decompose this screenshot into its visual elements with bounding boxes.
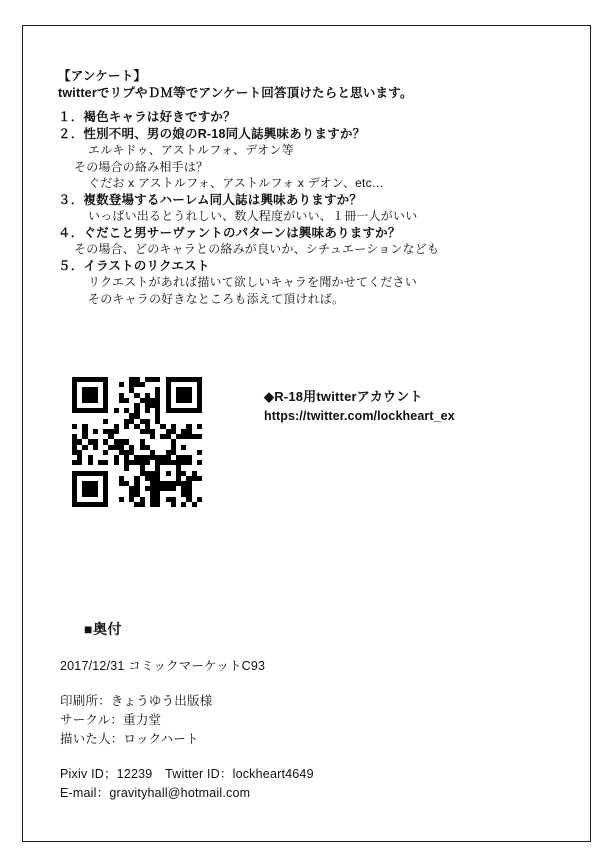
- survey-item-number: １．: [58, 110, 84, 124]
- colophon-email: E-mail：gravityhall@hotmail.com: [60, 786, 251, 800]
- qr-code-icon: [72, 377, 202, 507]
- survey-section: [58, 68, 558, 307]
- survey-intro: twitterでリプやＤＭ等でアンケート回答頂けたらと思います。: [58, 85, 413, 100]
- survey-item-question: 性別不明、男の娘のR-18同人誌興味ありますか？: [83, 126, 366, 141]
- survey-item-number: ２．: [58, 126, 84, 141]
- survey-item-question: イラストのリクエスト: [83, 258, 210, 273]
- survey-item: [58, 109, 558, 126]
- twitter-url[interactable]: https://twitter.com/lockheart_ex: [264, 409, 455, 423]
- survey-item-note: いっぱい出るとうれしい、数人程度がいい、１冊一人がいい: [88, 209, 418, 223]
- survey-item-question: ぐだこと男サーヴァントのパターンは興味ありますか？: [83, 225, 401, 240]
- survey-item-note: そのキャラの好きなところも添えて頂ければ。: [88, 291, 345, 306]
- colophon-printer: 印刷所：きょうゆう出版様: [60, 694, 213, 708]
- colophon-title: ■奥付: [84, 621, 122, 637]
- survey-item: [58, 126, 558, 192]
- survey-item-note: その場合の絡み相手は？: [74, 159, 209, 174]
- survey-item-number: ３．: [58, 192, 84, 207]
- survey-item-number: ４．: [58, 225, 84, 240]
- qr-code-matrix: [72, 377, 202, 507]
- survey-item: [58, 225, 558, 258]
- survey-item-question: 褐色キャラは好きですか？: [83, 110, 236, 124]
- survey-item-note: エルキドゥ、アストルフォ、デオン等: [88, 143, 294, 157]
- survey-item-note: その場合、どのキャラとの絡みが良いか、シチュエーションなども: [74, 242, 440, 256]
- twitter-account-block: [264, 386, 455, 423]
- survey-item-note: リクエストがあれば描いて欲しいキャラを聞かせてください: [88, 275, 417, 289]
- colophon-date-event: 2017/12/31 コミックマーケットC93: [60, 659, 266, 673]
- survey-item: [58, 258, 558, 308]
- colophon-circle: サークル：重力堂: [60, 713, 162, 727]
- colophon-artist: 描いた人：ロックハート: [60, 732, 199, 746]
- colophon-ids: Pixiv ID；12239 Twitter ID：lockheart4649: [60, 767, 314, 781]
- survey-item: [58, 192, 558, 225]
- survey-title: 【アンケート】: [58, 69, 147, 83]
- survey-item-question: 複数登場するハーレム同人誌は興味ありますか？: [83, 192, 363, 207]
- colophon-section: [60, 657, 314, 803]
- survey-item-note: ぐだお x アストルフォ、アストルフォ x デオン、etc…: [88, 176, 384, 190]
- twitter-heading: ◆R-18用twitterアカウント: [264, 389, 423, 404]
- survey-item-number: ５．: [58, 258, 84, 273]
